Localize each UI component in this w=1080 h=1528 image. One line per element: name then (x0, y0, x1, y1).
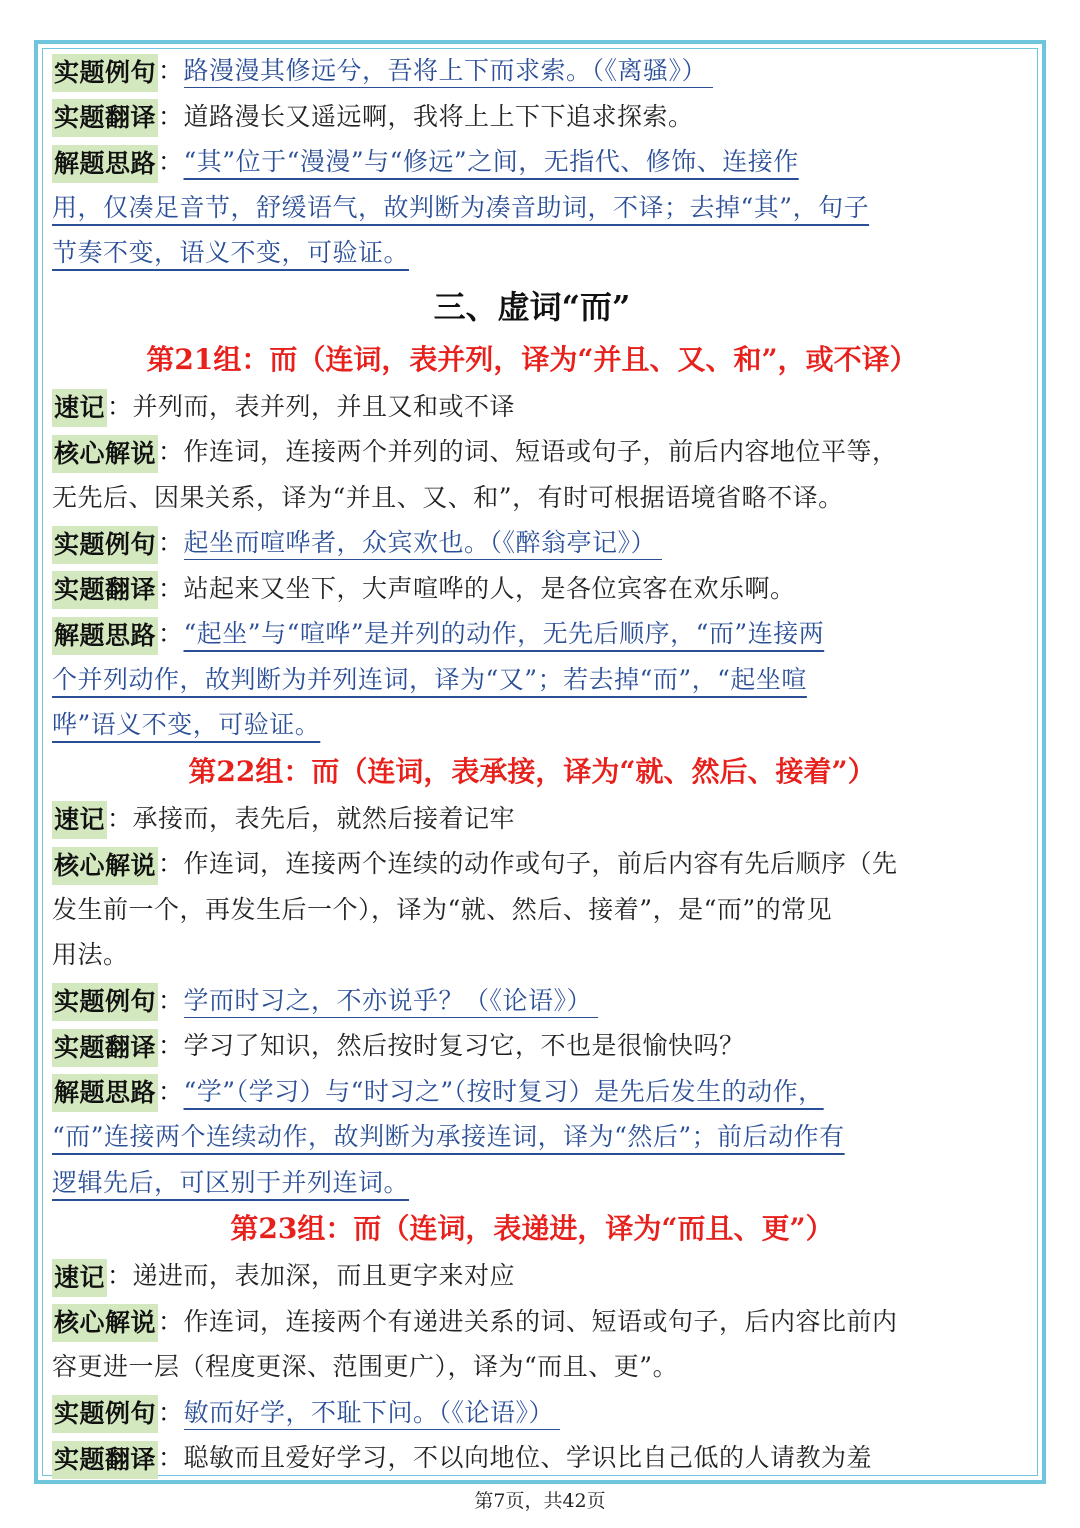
text-line (52, 887, 1012, 933)
text-line (52, 657, 1012, 703)
reasoning-text: 节奏不变，语义不变，可验证。 (52, 238, 410, 267)
label-colon: ： (158, 1397, 184, 1427)
label-tag: 核心解说 (52, 847, 158, 885)
label-tag: 实题翻译 (52, 1441, 158, 1479)
reasoning-text: “而”连接两个连续动作，故判断为承接连词，译为“然后”；前后动作有 (52, 1122, 845, 1151)
label-colon: ： (158, 1031, 184, 1060)
page-footer: 第7页，共42页 (474, 1490, 606, 1512)
body-text: 作连词，连接两个有递进关系的词、短语或句子，后内容比前内 (183, 1306, 898, 1336)
text-line (52, 520, 1012, 566)
label-colon: ： (158, 437, 184, 466)
body-text: 道路漫长又遥远啊，我将上上下下追求探索。 (183, 101, 694, 131)
text-line (52, 566, 1012, 612)
text-line (52, 139, 1012, 185)
example-sentence: 起坐而喧哗者，众宾欢也。（《醉翁亭记》） (184, 528, 663, 560)
body-text: 容更进一层（程度更深、范围更广），译为“而且、更”。 (52, 1352, 679, 1381)
label-colon: ： (158, 1306, 184, 1336)
label-tag: 解题思路 (52, 617, 158, 655)
label-tag: 实题翻译 (52, 1029, 158, 1067)
reasoning-text: 逻辑先后，可区别于并列连词。 (52, 1167, 410, 1197)
body-text: 作连词，连接两个并列的词、短语或句子，前后内容地位平等， (183, 437, 898, 466)
text-line (52, 932, 1012, 978)
label-colon: ： (158, 619, 184, 648)
text-line (52, 1253, 1012, 1299)
label-tag: 解题思路 (52, 145, 158, 183)
label-colon: ： (158, 528, 184, 557)
label-colon: ： (107, 391, 133, 421)
text-line (52, 702, 1012, 748)
reasoning-text: “其”位于“漫漫”与“修远”之间，无指代、修饰、连接作 (183, 147, 799, 176)
body-text: 无先后、因果关系，译为“并且、又、和”，有时可根据语境省略不译。 (52, 482, 844, 512)
label-colon: ： (107, 1261, 133, 1290)
text-line (52, 1023, 1012, 1069)
label-colon: ： (158, 56, 184, 85)
label-tag: 速记 (52, 801, 107, 839)
text-line (52, 611, 1012, 657)
label-tag: 速记 (52, 389, 107, 427)
text-line (52, 94, 1012, 140)
body-text: 承接而，表先后，就然后接着记牢 (132, 803, 516, 833)
body-text: 用法。 (52, 940, 129, 969)
label-tag: 实题例句 (52, 54, 158, 92)
label-colon: ： (158, 147, 184, 176)
label-tag: 实题翻译 (52, 99, 158, 137)
text-line (52, 429, 1012, 475)
group-title: 第22组：而（连词，表承接，译为“就、然后、接着”） (188, 754, 876, 788)
example-sentence: 敏而好学，不耻下问。（《论语》） (184, 1398, 561, 1430)
text-line (52, 1435, 1012, 1481)
body-text: 作连词，连接两个连续的动作或句子，前后内容有先后顺序（先 (183, 849, 898, 878)
label-colon: ： (158, 1076, 184, 1106)
body-text: 聪敏而且爱好学习，不以向地位、学识比自己低的人请教为羞 (183, 1443, 873, 1472)
label-tag: 核心解说 (52, 435, 158, 473)
text-line (52, 978, 1012, 1024)
text-line (52, 48, 1012, 94)
body-text: 学习了知识，然后按时复习它，不也是很愉快吗？ (183, 1031, 745, 1060)
text-line (52, 230, 1012, 276)
example-sentence: 学而时习之，不亦说乎？（《论语》） (184, 986, 599, 1018)
document-content (52, 48, 1012, 1481)
label-tag: 实题例句 (52, 1395, 158, 1433)
reasoning-text: 个并列动作，故判断为并列连词，译为“又”；若去掉“而”，“起坐喧 (52, 664, 807, 694)
text-line (52, 185, 1012, 231)
text-line (52, 1069, 1012, 1115)
group-title: 第23组：而（连词，表递进，译为“而且、更”） (230, 1212, 834, 1245)
label-colon: ： (107, 803, 133, 833)
body-text: 递进而，表加深，而且更字来对应 (132, 1261, 516, 1290)
text-line (52, 1299, 1012, 1345)
section-title: 三、虚词“而” (433, 287, 631, 326)
label-tag: 实题翻译 (52, 571, 158, 609)
label-colon: ： (158, 101, 184, 131)
body-text: 站起来又坐下，大声喧哗的人，是各位宾客在欢乐啊。 (183, 573, 796, 603)
text-line (52, 796, 1012, 842)
label-colon: ： (158, 985, 184, 1015)
label-tag: 解题思路 (52, 1074, 158, 1112)
label-tag: 速记 (52, 1259, 107, 1297)
text-line (52, 384, 1012, 430)
text-line (52, 1160, 1012, 1206)
reasoning-text: “起坐”与“喧哗”是并列的动作，无先后顺序，“而”连接两 (183, 619, 825, 648)
reasoning-text: 哗”语义不变，可验证。 (52, 710, 321, 739)
label-colon: ： (158, 849, 184, 878)
reasoning-text: “学”（学习）与“时习之”（按时复习）是先后发生的动作， (183, 1076, 824, 1106)
group-title: 第21组：而（连词，表并列，译为“并且、又、和”，或不译） (146, 342, 918, 376)
label-tag: 实题例句 (52, 526, 158, 564)
body-text: 发生前一个，再发生后一个），译为“就、然后、接着”，是“而”的常见 (52, 894, 833, 924)
label-tag: 实题例句 (52, 983, 158, 1021)
text-line (52, 1344, 1012, 1390)
label-tag: 核心解说 (52, 1304, 158, 1342)
reasoning-text: 用，仅凑足音节，舒缓语气，故判断为凑音助词，不译；去掉“其”，句子 (52, 192, 870, 222)
text-line (52, 1390, 1012, 1436)
text-line (52, 475, 1012, 521)
label-colon: ： (158, 1443, 184, 1472)
text-line (52, 841, 1012, 887)
example-sentence: 路漫漫其修远兮，吾将上下而求索。（《离骚》） (184, 56, 714, 88)
label-colon: ： (158, 573, 184, 603)
body-text: 并列而，表并列，并且又和或不译 (132, 391, 516, 421)
text-line (52, 1114, 1012, 1160)
